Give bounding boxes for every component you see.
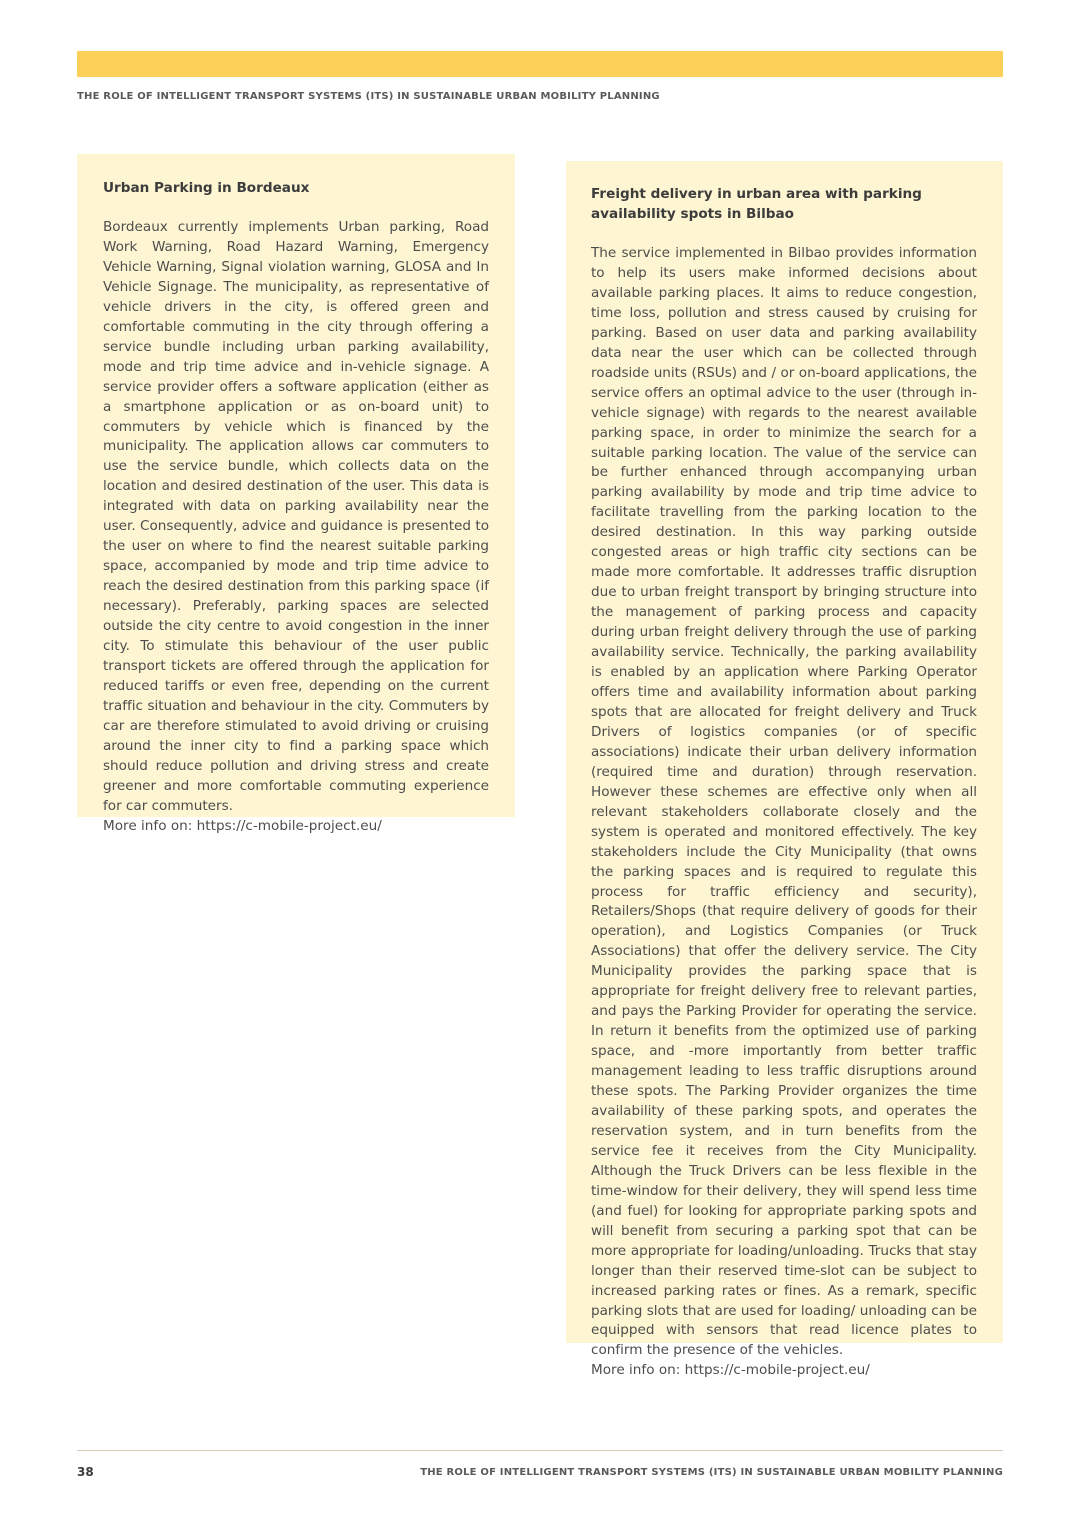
footer-divider bbox=[77, 1450, 1003, 1451]
case-study-body: The service implemented in Bilbao provides information to help its users make informed decisions about available parking places. It aims to reduce congestion, time loss, pollution and stress caused by cruising for parking. Based on user data and parking availability data near the user which can be collected through roadside units (RSUs) and / or on-board applications, the service offers an optimal advice to the user (through in-vehicle signage) with regards to the nearest available parking space, in order to minimize the search for a suitable parking location. The value of the service can be further enhanced through accompanying urban parking availability by mode and trip time advice to facilitate travelling from the parking location to the desired destination. In this way parking outside congested areas or high traffic city sections can be made more comfortable. It addresses traffic disruption due to urban freight transport by bringing structure into the management of parking process and capacity during urban freight delivery through the use of parking availability service. Technically, the parking availability is enabled by an application where Parking Operator offers time and availability information about parking spots that are allocated for freight delivery and Truck Drivers of logistics companies (or of specific associations) indicate their urban delivery information (required time and duration) through reservation. However these schemes are effective only when all relevant stakeholders collaborate closely and the system is operated and monitored effectively. The key stakeholders include the City Municipality (that owns the parking spaces and is required to regulate this process for traffic efficiency and security), Retailers/Shops (that require delivery of goods for their operation), and Logistics Companies (or Truck Associations) that offer the delivery service. The City Municipality provides the parking space that is appropriate for freight delivery free to relevant parties, and pays the Parking Provider for operating the service. In return it benefits from the optimized use of parking space, and -more importantly from better traffic management leading to less traffic disruptions around these spots. The Parking Provider organizes the time availability of these parking spots, and operates the reservation system, and in turn benefits from the service fee it receives from the City Municipality. Although the Truck Drivers can be less flexible in the time-window for their delivery, they will spend less time (and fuel) for looking for appropriate parking spots and will benefit from securing a parking spot that can be more appropriate for loading/unloading. Trucks that stay longer than their reserved time-slot can be subject to increased parking rates or fines. As a remark, specific parking slots that are used for loading/ unloading can be equipped with sensors that read licence plates to confirm the presence of the vehicles. bbox=[591, 245, 977, 1359]
case-study-title: Freight delivery in urban area with parking availability spots in Bilbao bbox=[591, 186, 922, 222]
case-study-box-bordeaux bbox=[77, 154, 515, 834]
header-accent-bar bbox=[77, 51, 1003, 77]
running-footer-title: THE ROLE OF INTELLIGENT TRANSPORT SYSTEMS (ITS) IN SUSTAINABLE URBAN MOBILITY PLANNING bbox=[420, 1467, 1003, 1478]
case-study-box-bilbao bbox=[566, 161, 1003, 1379]
case-study-body: Bordeaux currently implements Urban parking, Road Work Warning, Road Hazard Warning, Emergency Vehicle Warning, Signal violation warning, GLOSA and In Vehicle Signage. The municipality, as representative of vehicle drivers in the city, is offered green and comfortable commuting in the city through offering a service bundle including urban parking availability, mode and trip time advice and in-vehicle signage. A service provider offers a software application (either as a smartphone application or as on-board unit) to commuters by vehicle which is financed by the municipality. The application allows car commuters to use the service bundle, which collects data on the location and desired destination of the user. This data is integrated with data on parking availability near the user. Consequently, advice and guidance is presented to the user on where to find the nearest suitable parking space, accompanied by mode and trip time advice to reach the desired destination from this parking space (if necessary). Preferably, parking spaces are selected outside the city centre to avoid congestion in the inner city. To stimulate this behaviour of the user public transport tickets are offered through the application for reduced tariffs or even free, depending on the current traffic situation and behaviour in the city. Commuters by car are therefore stimulated to avoid driving or cruising around the inner city to find a parking space which should reduce pollution and driving stress and create greener and more comfortable commuting experience for car commuters. bbox=[103, 219, 489, 814]
case-study-title: Urban Parking in Bordeaux bbox=[103, 180, 310, 196]
running-header-title: THE ROLE OF INTELLIGENT TRANSPORT SYSTEMS (ITS) IN SUSTAINABLE URBAN MOBILITY PLANNING bbox=[77, 91, 660, 102]
page-number: 38 bbox=[77, 1465, 94, 1479]
more-info-link[interactable]: More info on: https://c-mobile-project.eu/ bbox=[103, 817, 382, 834]
more-info-link[interactable]: More info on: https://c-mobile-project.eu/ bbox=[591, 1362, 870, 1379]
